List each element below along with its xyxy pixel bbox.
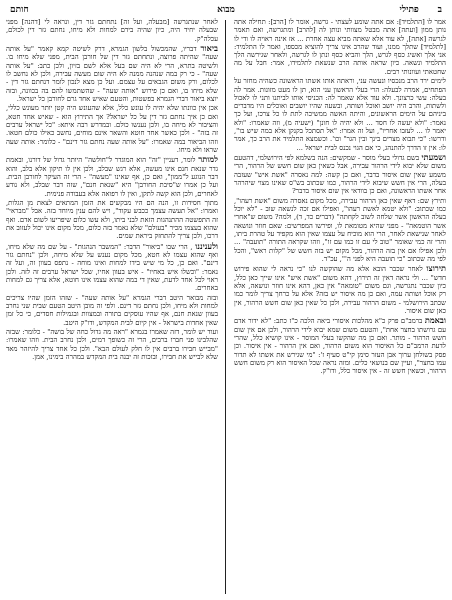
paragraph [6,104,218,154]
paragraph-text: ותירץ שם: דאף שאין כאן הרהור עבירה, מכל מקום נאסרה משום "אשת רעהו", כמו שכתוב: "ולא יטמא לאשת רעהו", ואפילו אם זכה לנשאה שוב - "לא יוכל בעלה הראשון אשר שלחה לשוב לקחתה" (דברים כד, ד), ולמה? משום ש"אחרי אשר הוטמאה" - מפני שהיא מטומאת לו, ופירשו המפרשים: שאם חוזר ונושאה לאחר שנישאת לאחר, הרי הוא מוכיח על עצמו שאין הוא מקפיד על טהרת ביתו, והרי זה כמי שאומר "טוב לי עם זו כמו עם זו", וזהו שקראה התורה "תועבה" ... ולכן אפילו אם אין בזה הרהור, מכל מקום יש בזה חשש של "קלות ראש", והכל לפי מה שכתוב "כי תועבה היא לפני ה'", עכ"ד. [234,196,446,263]
paragraph [234,18,446,76]
paragraph-text: לומר, דעניין "זה" הוא המוגדר ל"חולשה" היותר גדול של דורנו, ובאמת גדר שנאת חנם אינו מעשה, אלא רגש שבלב, ולכן אין לו תיקון אלא בלב, והוא דבר הנוגע ל"ממון", ואם כן, אף שאינו "מעשה" - הרי זה העיקר לחורבן הבית. ועל כן אמרו ש"סיבת החורבן" היא "שנאת חנם", שזה דבר שבלב, ולא נודע לאחרים, ולכן הוא קשה לתקן, ואין לו רפואה אלא בעבודה פנימית. [6,156,218,198]
paragraph [6,18,218,43]
paragraph-text: לאחר שנתגרשה [מבעלה, ועל זה] נתחתם גזר דין, ונראה לי [דהנה] מפני שבעלה יחיד היה, כיון שהיה בידם למחות ולא מיחו, נחתם גזר דין לכולם, עכלה"ק. [6,18,218,43]
page-number: ב [437,5,442,15]
paragraph-text: ועוד יש לומר, דזה שאמרו בגמרא "ראה מה גדול כחה של בושה" - כלומר: שבזה שהלבינו פני חברו ברבים, הרי זה כשופך דמים, ולכן נחרב הבית. וזהו שאמרו: "מבייש חבירו ברבים אין לו חלק לעולם הבא". ולכן כל אחד צריך להיזהר מאד שלא לבייש את חבירו, ובזכות זה יבנה בית המקדש במהרה בימינו, אמן. [6,328,218,361]
paragraph-text: דבריו, שהמכשול בלשון הגמרא, דרק לשיטה קמא קאמר "על אותה שעה" שהיתה פרוצה, ונתחתם גזר דין של חורבן הבית, מפני שלא מיחו בו. ולשיטה בתרא, הרי לא היה שם בעל אלא לשם בזיון, ולכן כתב: "על אותה שעה" - כי רק במה שנהנה ממנה לא היה שום מעשה עבירה, ולכן לא נחשב לו לכלום, ורק משום הגבאים על עצמם. ועל כן מצא לנכון לומר דנחתם גזר דין - שלא מיחו בו, ואם כן פירוש "אותה שעה" - שהשתמשו להם בה בכוונה, ובזה יוצא ביאור דברי הגמרא בפשטות, והטעם שאיש אחד גרם לחורבן כל ישראל. [6,45,218,103]
left-column [6,18,218,596]
paragraph [6,199,218,240]
running-header [10,4,442,18]
header-center-title: מבוא [217,5,235,15]
column-divider [225,20,226,594]
paragraph [6,155,218,197]
paragraph [6,242,218,293]
paragraph [234,153,446,195]
paragraph-text: , הרי שבו "ביאור" הדבר: "המשבר הנהגות" - על שם מה שלא מיחו, ואף שהוא עצמו לא חטא, מכל מקום נענש על שלא מיחה, ולכן "נחתם גזר דינם". ואם כן, כל מי שיש בידו למחות ואינו מוחה - נתפס בעוון זה, ועל זה נאמר: "וכשלו איש באחיו" - איש בעוון אחיו, שכל ישראל ערבים זה לזה. ולכן ראוי לכל אחד לדעת, שאין די במה שהוא עצמו אינו חוטא, אלא צריך גם למחות באחרים. [6,242,218,293]
paragraph [6,44,218,103]
paragraph-lead-word: ביאור [200,43,218,54]
paragraph-text: ובזה מבואר היטב דברי הגמרא "על אותה שעה" - שזהו הזמן שהיו צריכים למחות ולא מיחו, ולכן נחתם גזר דינם. ולפי זה מובן היטב הטעם שבית שני נחרב בעוון שנאת חנם, אף שהיו עוסקים בתורה ובמצוות ובגמילות חסדים, כי כל זמן שאין אחדות בישראל - אין קיום לבית המקדש, ודו"ק היטב. [6,293,218,327]
paragraph-lead-word: למותר [198,154,218,165]
paragraph [6,294,218,327]
paragraph-lead-word: ושמעתי [421,152,446,163]
paragraph [234,197,446,263]
paragraph-text: אמר לו [התלמיד]: אם אתה שומע לעצתי - גרשה, אומר לו [הרב]: תחילה אתה נותן ממון [ועתה] אתה מבטל מצוותי ונותן לה [להרב] ומתגרשה, ואם תאמר לגרשה [אתה], לא עוד אלא שאתה מביא עצה אחרת ... אז אינה ראויה לו ודי לו [לתלמיד] שתלך ממנו, ועוד שהרב אינו צריך להוציא מכספו, ואמר לו התלמיד: אני אלך ואשיג כסף לגרש, הלך והביא כסף ונתן לו לגרשה, ולאחר שגירשה הלך התלמיד ונשאה. כיון שראה אותה הרב שנשאת לתלמידו, אמר: חבל על מה שחטאתי ועוונותי רבים. [234,18,446,76]
paragraph-lead-word: ולעניננו [195,240,218,251]
header-right-title: פתילי [399,5,419,15]
paragraph-text: אכן אין כוונתו שלא יהיה לו עונש כלל, אלא שהעונש היה קטן יותר מעונש כללי, ואם כן איך נחתם גזר דין על כל ישראל? אך התירוץ הוא - שאיש אחד חטא, והציבור לא מיחה בו, ולכן נענשו כולם. ובמדרש רבה איתא: "כל ישראל ערבים זה בזה" - ולכן כאשר אחד חוטא והשאר אינם מוחים, נחשב כאילו כולם חטאו. וזהו הביאור במה שאמרו: "על אותה שעה נחתם גזר דינם" - כלומר: אותה שעה שראו ולא מיחו. [6,104,218,154]
header-left-title: חותם [10,5,29,15]
right-column [234,18,446,596]
paragraph-text: בשם גדולי בעלי מוסר - שמקשים: הנה בשלמא לפי הירושלמי, דהטעם משום שלא יבוא לידי הרהור עבירה, אבל כשאין כאן שום חשש של הרהור, הרי משמע שאין שום איסור בדבר, ואם כן קשה: למה נאסרה "אשת איש" שעזבה בעלה, הרי אין חשש שיבוא לידי הרהור, כמו שכתוב בש"ס שאינו מצוי שיהרהר אחר אשתו הראשונה, ואם כן בוודאי אין שום איסור בדבר? [234,154,446,196]
paragraph [6,328,218,361]
paragraph [234,77,446,152]
paragraph-text: לאחר שכבר הובא אלא מה שהוקשה לנו "כי נראה לי שהוא פירוש חדש" ... ולי נראה דאין זה תירוץ, דהא משום "אשת איש" אינו שייך כאן כלל, כיון שכבר נתגרשה, וגם משום "טומאה" אין כאן, דהא אינו חוזר ונושאה, אלא רק אוכל ושותה עמה, ואם כן מה איסור יש בזה? אלא על כרחך צריך לומר כמו שכתב הירושלמי - משום הרהור עבירה, ולכן כל שאין כאן שום חשש הרהור, אין כאן שום איסור. [234,265,446,315]
paragraph-text: לימים ירד הרב מנכסיו ונעשה עני, וראתה אותו אשתו הראשונה כשהיה מחזר על הפתחים, אמרה לבעלה: הרי בעלי הראשון עני הוא, תן לו מעט מזונות. אמר לה בעלה: עשי כרצונך. ולא עוד אלא שאמר לה: הכניסי אותו לביתנו ותני לו לאכול ולשתות, והרב היה יושב ואוכל ושותה, ובשעה שהיו יושבים ואוכלים היו מדברים ביניהם על הימים הראשונים, והיתה האשה ממשיכה לתת לו כל צרכו, ועל כך נאמר: "ולא יעשה לו חסד ... ולא יהיה לו חונן" (ישעיה מ), וזה שאמרו: "ולא יאמר לו ... לעזבו אחריו", ועל זה אמרו: "אל תסתכל בקנקן אלא במה שיש בו", ודרשו: "כי תבוא מצרים בינך ובין הגר" וכו'. וכשמצא התלמיד את הרב כך, אמר לו: אין זו הדרך להתנהג, כי אם הגוי נכנס לבית ישראל ... [234,77,446,152]
paragraph-text: מתוך חסידות זו, הנה הם היו מבקשים את הזמן המתאים לצאת מן הגלות, ואמרו: "אל תעשה עצמך ככבש עקוד", ויש להם ענין מיוחד בזה. אבל "מבראי" זה התפשטה ההתנהגות הזאת לבני ביתו, ולא עשו כלום שיפריעו לשום אדם. ואף שהוא בעצמו מכיר "בעולם" שלא נאמר בזה כלום, מכל מקום אינו יכול לעזוב את דרכו, ולכן צריך להתחזק ביראת שמים. [6,198,218,241]
paragraph-lead-word: תירוצו [426,263,446,274]
paragraph [234,316,446,375]
paragraph-lead-word: ובאמת [424,315,446,326]
paragraph [234,264,446,315]
paragraph-text: ברמב"ם פרק כ"א מהלכות איסורי ביאה הלכה כ"ז כתב: "לא ידור אדם עם גרושתו בחצר אחת", והטעם משום שמא יבוא לידי הרהור, ולכן אם אין שום חשש הרהור - מותר. ואם כן מה שהקשו בעלי המוסר - אינו קושיא כלל, שהרי לדעת הרמב"ם כל האיסור הוא משום הרהור, ואם אין הרהור - אין איסור. וכן פסק בשולחן ערוך אבן העזר סימן קי"ט סעיף ז': "מי שגירש את אשתו לא תדור עמו בחצר", ועיין שם בנושאי כלים. ומזה נראה שכל האיסור הוא רק משום חשש הרהור, וכשאין חשש זה - אין איסור כלל, ודו"ק. [234,317,446,376]
